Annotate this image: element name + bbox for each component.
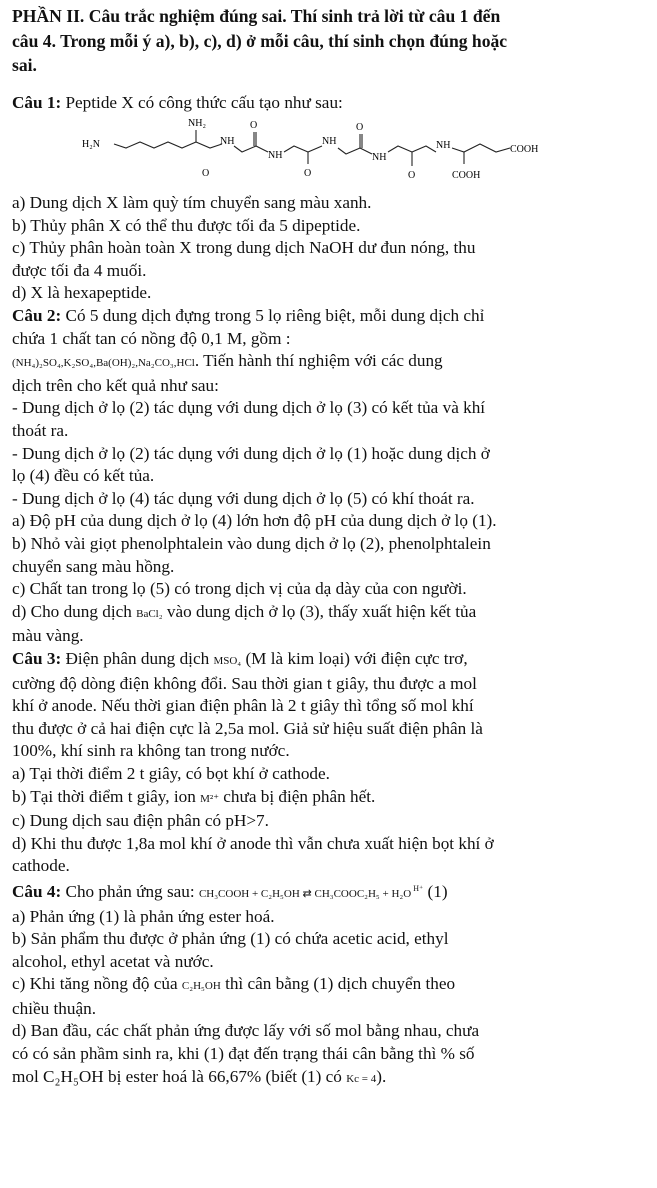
nh2-label: NH₂ (188, 118, 206, 130)
mso4-formula: MSO₄ (213, 654, 242, 667)
q1-option-b: b) Thủy phân X có thể thu được tối đa 5 dipeptide. (12, 215, 361, 235)
q4-d-text-1: mol C₂H₅OH bị ester hoá là 66,67% (biết (1) có (12, 1066, 347, 1086)
o-label-5: O (408, 170, 416, 182)
q2-option-b-line1: b) Nhỏ vài giọt phenolphtalein vào dung dịch ở lọ (2), phenolphtalein (12, 534, 491, 553)
nh-label-5: NH (436, 140, 451, 152)
q2-option-b-line2: chuyển sang màu hồng. (12, 556, 175, 576)
q4-stem-line1 (12, 878, 643, 906)
q2-option-a: a) Độ pH của dung dịch ở lọ (4) lớn hơn độ pH của dung dịch ở lọ (1). (12, 511, 497, 531)
o-label-3: O (304, 168, 312, 180)
nh-label-4: NH (372, 152, 387, 164)
q2-option-d-line2: màu vàng. (12, 626, 84, 646)
q1-option-c-line1: c) Thủy phân hoàn toàn X trong dung dịch NaOH dư đun nóng, thu (12, 238, 476, 258)
q3-text-1b: (M là kim loại) với điện cực trơ, (241, 648, 468, 668)
q2-stem-line3 (12, 350, 643, 375)
q4-equation: CH₃COOH + C₂H₅OH ⇄ CH₃COOC₂H₅ + H₂O (198, 887, 412, 900)
q1-label: Câu 1: (12, 92, 62, 112)
q4-eq-number: (1) (423, 881, 448, 901)
question-1 (12, 92, 643, 306)
q2-label: Câu 2: (12, 306, 62, 326)
q2-stem-line4: dịch trên cho kết quả như sau: (12, 375, 219, 395)
h2n-label: H₂N (82, 139, 100, 151)
q3-option-b (12, 786, 643, 811)
q4-option-d-line3 (12, 1066, 643, 1091)
q3-option-d-line2: cathode. (12, 856, 70, 876)
q1-option-c-line2: được tối đa 4 muối. (12, 260, 147, 280)
q4-option-c-line1 (12, 973, 643, 998)
question-3 (12, 648, 643, 878)
q4-option-b-line1: b) Sản phẩm thu được ở phản ứng (1) có chứa acetic acid, ethyl (12, 929, 449, 949)
q3-stem-line3: khí ở anode. Nếu thời gian điện phân là 2 t giây thì tổng số mol khí (12, 696, 474, 716)
q3-option-a: a) Tại thời điểm 2 t giây, có bọt khí ở cathode. (12, 763, 330, 783)
o-label-1: O (250, 120, 258, 132)
q2-text-3: . Tiến hành thí nghiệm với các dung (194, 351, 443, 371)
header-line-3: sai. (12, 55, 37, 75)
q3-stem-line1 (12, 648, 643, 673)
o-label-4: O (356, 122, 364, 134)
q2-exp1-line2: thoát ra. (12, 421, 69, 441)
q4-c-text-1: c) Khi tăng nồng độ của (12, 974, 182, 994)
q3-stem-line4: thu được ở cả hai điện cực là 2,5a mol. Giả sử hiệu suất điện phân là (12, 718, 483, 738)
cooh-label-2: COOH (452, 170, 481, 182)
nh-label-1: NH (220, 136, 235, 148)
q3-label: Câu 3: (12, 648, 62, 668)
q2-d-text-1: d) Cho dung dịch (12, 601, 137, 621)
q4-d-text-2: ). (376, 1066, 387, 1086)
q3-stem-line2: cường độ dòng điện không đổi. Sau thời gian t giây, thu được a mol (12, 673, 477, 693)
q3-b-text-2: chưa bị điện phân hết. (219, 786, 376, 806)
header-line-2: câu 4. Trong mỗi ý a), b), c), d) ở mỗi câu, thí sinh chọn đúng hoặc (12, 30, 508, 51)
q4-option-c-line2: chiều thuận. (12, 998, 96, 1018)
cooh-label-1: COOH (510, 144, 539, 156)
q2-option-c: c) Chất tan trong lọ (5) có trong dịch vị của dạ dày của con người. (12, 579, 467, 599)
q3-b-text-1: b) Tại thời điểm t giây, ion (12, 786, 201, 806)
q1-text: Peptide X có công thức cấu tạo như sau: (61, 92, 343, 112)
q4-label: Câu 4: (12, 881, 62, 901)
q1-option-a: a) Dung dịch X làm quỳ tím chuyển sang màu xanh. (12, 193, 372, 213)
q2-stem-line1 (12, 305, 643, 328)
q4-option-d-line2: có có sản phầm sinh ra, khi (1) đạt đến trạng thái cân bằng thì % số (12, 1044, 475, 1064)
q3-text-1a: Điện phân dung dịch (61, 648, 214, 668)
q4-catalyst: H⁺ (413, 883, 424, 893)
q4-text-1: Cho phản ứng sau: (61, 881, 199, 901)
q2-stem-line2: chứa 1 chất tan có nồng độ 0,1 M, gồm : (12, 328, 291, 348)
q4-option-a: a) Phản ứng (1) là phản ứng ester hoá. (12, 906, 275, 926)
question-2 (12, 305, 643, 648)
q2-d-text-2: vào dung dịch ở lọ (3), thấy xuất hiện kết tủa (162, 601, 477, 621)
q4-option-d-line1: d) Ban đầu, các chất phản ứng được lấy với số mol bằng nhau, chưa (12, 1021, 480, 1041)
q1-stem (12, 92, 643, 115)
question-4 (12, 878, 643, 1090)
c2h5oh-formula: C₂H₅OH (181, 980, 221, 993)
q2-text-1: Có 5 dung dịch đựng trong 5 lọ riêng biệt, mỗi dung dịch chỉ (61, 306, 485, 326)
q2-exp3: - Dung dịch ở lọ (4) tác dụng với dung dịch ở lọ (5) có khí thoát ra. (12, 488, 475, 508)
peptide-structure-diagram (82, 114, 562, 190)
q1-option-d: d) X là hexapeptide. (12, 283, 152, 303)
m2-ion: M²⁺ (200, 792, 219, 805)
q3-option-c: c) Dung dịch sau điện phân có pH>7. (12, 811, 269, 831)
q4-option-b-line2: alcohol, ethyl acetat và nước. (12, 951, 214, 971)
q4-c-text-2: thì cân bằng (1) dịch chuyển theo (220, 974, 456, 994)
q2-formula: (NH₄)₂SO₄,K₂SO₄,Ba(OH)₂,Na₂CO₃,HCl (12, 357, 195, 370)
q3-option-d-line1: d) Khi thu được 1,8a mol khí ở anode thì vẫn chưa xuất hiện bọt khí ở (12, 833, 494, 853)
kc-value: Kc = 4 (346, 1072, 377, 1085)
section-header (12, 4, 643, 78)
q2-exp2-line2: lọ (4) đều có kết tủa. (12, 466, 155, 486)
q2-option-d-line1 (12, 601, 643, 626)
nh-label-3: NH (322, 136, 337, 148)
bacl2-formula: BaCl₂ (136, 607, 163, 620)
header-line-1: PHẦN II. Câu trắc nghiệm đúng sai. Thí sinh trả lời từ câu 1 đến (12, 6, 501, 26)
q3-stem-line5: 100%, khí sinh ra không tan trong nước. (12, 741, 290, 761)
q2-exp2-line1: - Dung dịch ở lọ (2) tác dụng với dung dịch ở lọ (1) hoặc dung dịch ở (12, 443, 490, 463)
o-label-2: O (202, 168, 210, 180)
q2-exp1-line1: - Dung dịch ở lọ (2) tác dụng với dung dịch ở lọ (3) có kết tủa và khí (12, 398, 486, 418)
peptide-structure (12, 114, 643, 190)
nh-label-2: NH (268, 150, 283, 162)
